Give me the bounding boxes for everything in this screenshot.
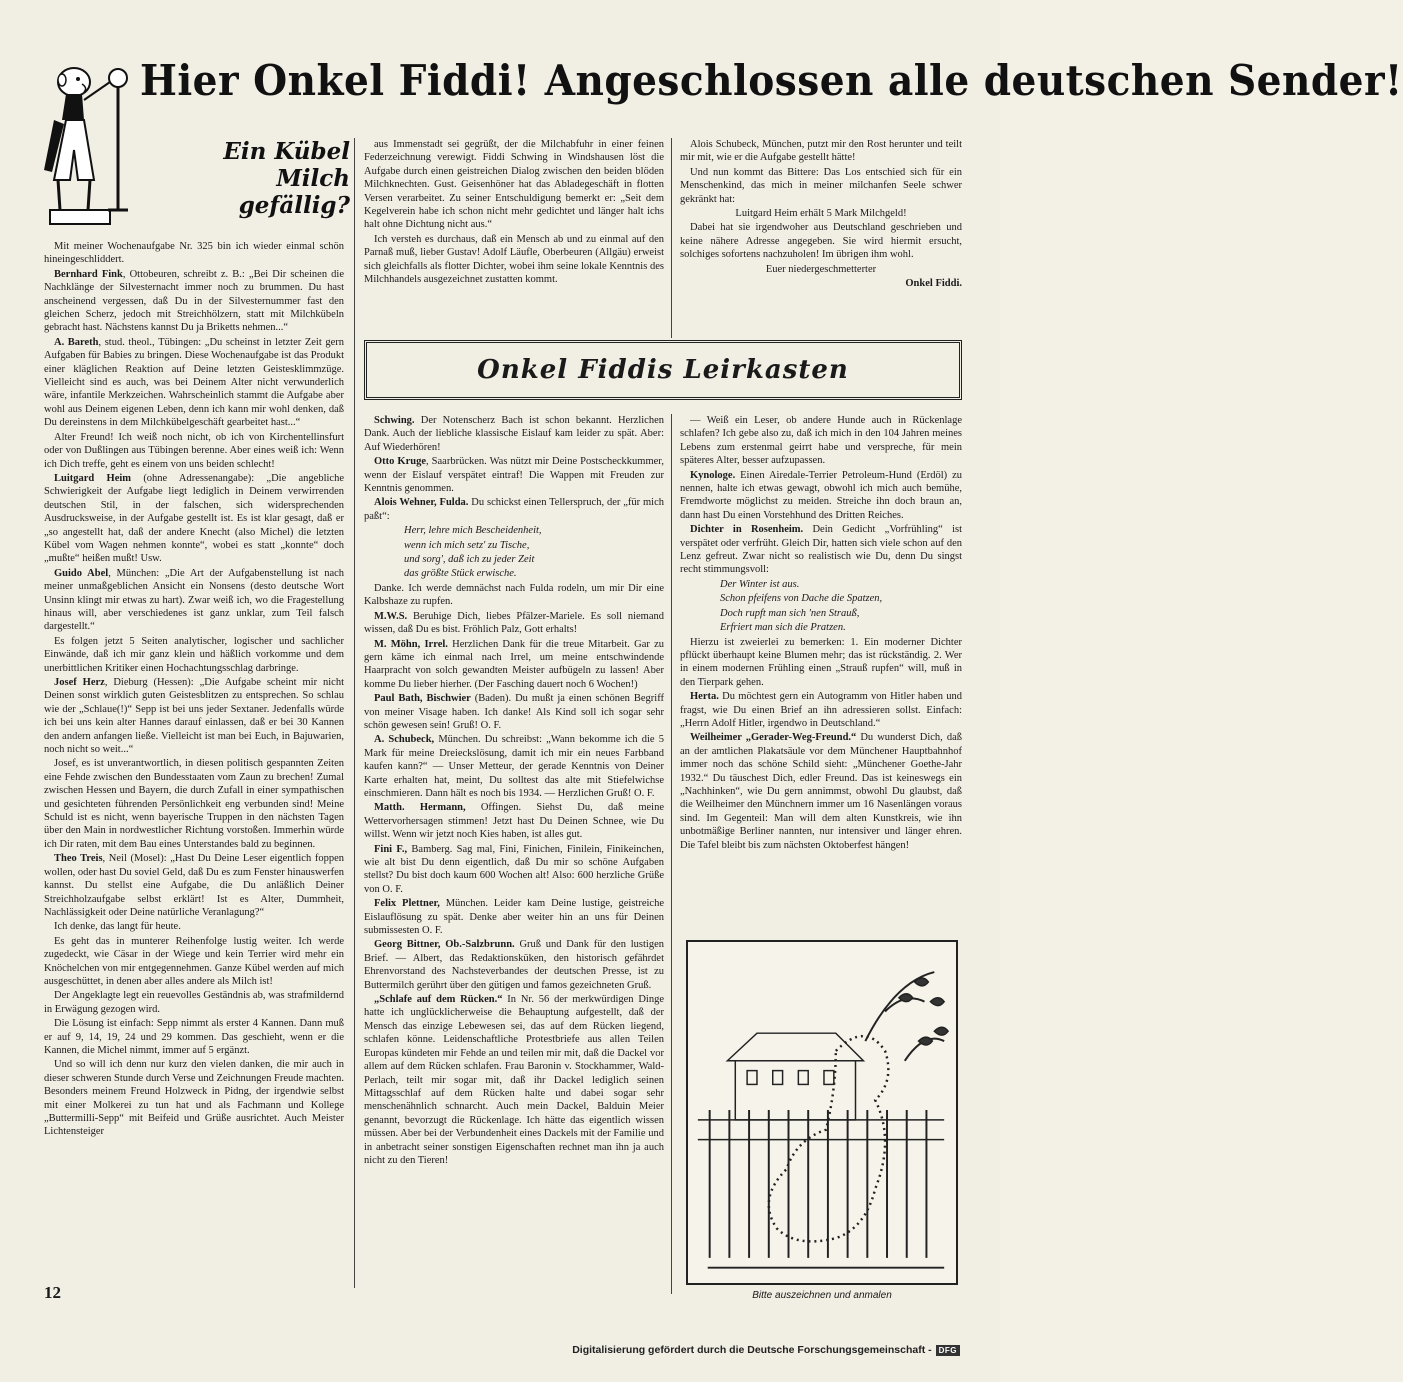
correspondent-name: Josef Herz [54, 677, 105, 688]
paragraph [44, 567, 344, 634]
signoff: Onkel Fiddi. [905, 278, 962, 290]
correspondent-name: Theo Treis [54, 853, 103, 865]
paragraph [44, 268, 344, 335]
paragraph-text: Und nun kommt das Bittere: Das Los entschied sich für ein Menschenkind, das mich in meiner milchanfen Seele schwer gekränkt hat: [680, 166, 962, 205]
paragraph [44, 676, 344, 756]
correspondent-name: Otto Kruge [374, 456, 427, 468]
paragraph [680, 731, 962, 852]
paragraph-text: Es folgen jetzt 5 Seiten analytischer, logischer und sachlicher Einwände, daß ich mir ganz klein und häßlich vorkomme und dem unerbittlichen Kritiker einen Hochachtungsschlag darbringe. [44, 635, 344, 674]
paragraph [680, 636, 962, 690]
correspondent-name: A. Schubeck, [374, 734, 435, 746]
correspondent-name: Alois Wehner, Fulda. [374, 497, 469, 509]
subhead-line: Ein Kübel [223, 138, 350, 165]
paragraph [44, 1058, 344, 1138]
correspondent-name: Georg Bittner, Ob.-Salzbrunn. [374, 939, 515, 951]
paragraph [364, 233, 664, 287]
centered-line: Luitgard Heim erhält 5 Mark Milchgeld! [735, 208, 907, 220]
verse-line: Doch rupft man sich 'nen Strauß, [720, 607, 860, 619]
paragraph-text: , Neil (Mosel): „Hast Du Deine Leser eigentlich foppen wollen, oder hast Du soviel Geld, daß Du es zum Fenster hinauswerfen kannst. Du stellst eine Aufgabe, die Du anläßlich Deiner Streichholzaufgabe selbst erklärt! Ist es Alter, Dummheit, Nachlässigkeit oder Deine natürliche Veranlagung?“ [44, 853, 344, 918]
paragraph [680, 523, 962, 577]
paragraph-text: Ich denke, das langt für heute. [54, 921, 181, 933]
paragraph [680, 221, 962, 261]
paragraph [44, 472, 344, 566]
column-divider [671, 414, 672, 1294]
paragraph-text: Danke. Ich werde demnächst nach Fulda rodeln, um mir Dir eine Kalbshaze zu rupfen. [364, 582, 664, 608]
text-column-1 [44, 240, 344, 1265]
paragraph [364, 138, 664, 232]
paragraph-text: aus Immenstadt sei gegrüßt, der die Milchabfuhr in einer feinen Federzeichnung verewigt. Fiddi Schwing in Windshausen löst die Aufgabe durch einen geistreichen Dialog zwischen den beiden blöden Milchknechten. Gust. Geisenhöner hat das Abladegeschäft in flotten Versen verarbeitet. Zu seiner Entschuldigung bemerkt er: „Seit dem Kegelverein habe ich schon nicht mehr gedichtet und länger halt ichs halt ohne Dichtung nicht aus.“ [364, 139, 664, 231]
paragraph [680, 166, 962, 206]
onkel-fiddi-microphone-figure [44, 60, 134, 230]
paragraph [364, 938, 664, 992]
correspondent-name: Bernhard Fink [54, 268, 123, 280]
paragraph-text: Bamberg. Sag mal, Fini, Finichen, Finilein, Finikeinchen, wie alt bist Du denn eigentlich, daß Du mir so schöne Aufgaben stellst? Du bist doch kaum 600 Wochen alt! Also: 600 herzliche Grüße von O. F. [364, 843, 664, 895]
paragraph [44, 935, 344, 989]
text-column-5 [680, 414, 962, 934]
correspondent-name: Kynologe. [690, 469, 736, 481]
paragraph [364, 496, 664, 523]
paragraph [44, 336, 344, 430]
correspondent-name: Guido Abel [54, 567, 109, 579]
paragraph-text: München. Du schreibst: „Wann bekomme ich die 5 Mark für meine Dreieckslösung, damit ich mir ein neues Farbband kaufen kann?“ — Unser Metteur, der gerade Kenntnis von Deiner Karte erhalten hat, meint, Du solltest das alte mit Stiefelwichse einschmieren. Dann hält es noch bis 1934. — Herzlichen Gruß! O. F. [364, 734, 664, 799]
paragraph-text: Gruß und Dank für den lustigen Brief. — Albert, das Redaktionsküken, den historisch gefährdet Ehrenvorstand des Nachsteverbandes der deutschen Presse, ist zu Buttermilch gerührt über den gütigen und famos gezeichneten Gruß. [364, 939, 664, 991]
paragraph-text: , Saarbrücken. Was nützt mir Deine Postscheckkummer, wenn der Eislauf verspätet eintraf! Die Wappen mit Freuden zur Kenntnis genommen. [364, 456, 664, 495]
paragraph-text: , Ottobeuren, schreibt z. B.: „Bei Dir scheinen die Nachklänge der Silvesternacht immer noch zu brummen. Du hast anscheinend vergessen, daß Du in der Silvesternummer fast den gleichen Scherz, jedoch mit Streichhölzern, statt mit Milchkübeln gebracht hast. Nächstens kannst Du ja Briketts nehmen...“ [44, 268, 345, 334]
paragraph-text: Dabei hat sie irgendwoher aus Deutschland geschrieben und keine nähere Adresse angegeben. Sie wird hiermit ersucht, solchiges sofortens nachzuholen! Im übrigen ihm wohl. [680, 222, 962, 261]
paragraph-text: , stud. theol., Tübingen: „Du scheinst in letzter Zeit gern Aufgaben für Babies zu bringen. Diese Wochenaufgabe ist das Produkt einer kläglichen Reaktion auf Deine letzten Geistesklimmzüge. Vielleicht sind es auch, was bei Deinem Alter nicht verwunderlich wäre, infantile Merkzeichen. Wahrscheinlich stammt die Aufgabe aber wohl aus Deinem eigenen Leben, denn ich kann mir wohl denken, daß Du dereinstens in dem Milchkübelgeschäft gearbeitet hast...“ [44, 336, 344, 429]
dfg-logo: DFG [936, 1345, 960, 1356]
paragraph [44, 431, 344, 471]
paragraph [364, 733, 664, 800]
footer-credit: Digitalisierung gefördert durch die Deutsche Forschungsgemeinschaft - [572, 1344, 932, 1356]
correspondent-name: Fini F., [374, 843, 408, 855]
verse-line: wenn ich mich setz' zu Tische, [404, 539, 530, 551]
paragraph-text: , München: „Die Art der Aufgabenstellung ist nach meiner unmaßgeblichen Ansicht ein Nonsens (desto deutsche Wort Unsinn klingt mir etwas zu hart). Zwar weiß ich, wo die Fragestellung hinaus will, aber verschiedenes ist ganz unklar, zum Teil falsch dargestellt.“ [44, 567, 345, 633]
paragraph-text: Alter Freund! Ich weiß noch nicht, ob ich von Kirchentellinsfurt oder von Dußlingen aus Tübingen berenne. Aber eines weiß ich: Wenn ich Dich treffe, geht es einem von uns beiden schlecht! [44, 431, 344, 470]
paragraph-text: Ich versteh es durchaus, daß ein Mensch ab und zu einmal auf den Parnaß muß, lieber Gustav! Adolf Läufle, Oberbeuren (Allgäu) erweist sich gleichfalls als flotter Dichter, wobei ihm seine lokale Kenntnis des Milchhandels ausgezeichnet zustatten kommt. [364, 233, 664, 286]
text-column-4 [364, 414, 664, 1314]
verse-line: Schon pfeifens von Dache die Spatzen, [720, 593, 883, 605]
paragraph-text: Dein Gedicht „Vorfrühling“ ist verspätet oder verfrüht. Gleich Dir, hatten sich viele schon auf den Lenz gefreut. Zwar nicht so realistisch wie Du, denn Du singst recht stimmungsvoll: [680, 524, 963, 576]
paragraph-text: Du wunderst Dich, daß an der amtlichen Plakatsäule vor dem Münchener Hauptbahnhof immer noch das schöne Schild sieht: „Münchener Goethe-Jahr 1932.“ Du täuschest Dich, edler Freund. Das ist keineswegs ein „Nachhinken“, wie Du gern annimmst, obwohl Du glaubst, daß die Weilheimer den Münchnern immer um 16 Nasenlängen voraus sind. Im Gegenteil: Man will dem alten Kunstkreis, wie ihn unbotmäßige Berliner nannten, nur intensiver und länger ehren. Die Tafel bleibt bis zum nächsten Oktoberfest hängen! [680, 732, 962, 851]
paragraph [364, 843, 664, 897]
paragraph-text: Der Angeklagte legt ein reuevolles Geständnis ab, was strafmildernd in Erwägung gezogen wird. [44, 990, 344, 1015]
paragraph-text: Mit meiner Wochenaufgabe Nr. 325 bin ich wieder einmal schön hineingeschliddert. [44, 241, 344, 266]
paragraph-text: München. Leider kam Deine lustige, geistreiche Eislauflösung zu spät. Denke aber weiter hin an uns für Deinen submissesten O. F. [364, 898, 664, 937]
correspondent-name: Weilheimer „Gerader-Weg-Freund.“ [690, 732, 857, 744]
verse-line: und sorg', daß ich zu jeder Zeit [404, 554, 535, 566]
paragraph [364, 897, 664, 937]
paragraph-text: In Nr. 56 der merkwürdigen Dinge hatte ich unglücklicherweise die Behauptung aufgestellt, daß der Mensch das einzige Lebewesen sei, das auf dem Rücken liegend, schlafen könne. Leidenschaftliche Protestbriefe aus allen Teilen Europas kündeten mir Fehde an und teilen mir mit, daß die Dackel vor allem auf dem Rücken schlafen. Frau Baronin v. Stockhammer, Wald-Perlach, teilt mir sogar mit, daß ihr Dackel lediglich seinen Mittagsschlaf auf dem Rücken halte und dabei sogar sehr menschenähnlich schnarcht. Auch mein Dackel, Balduin Meier genannt, bevorzugt die Rückenlage. Ich hätte das eigentlich wissen müssen. Aber bei der Verbundenheit eines Dackels mit der Familie und in anbetracht seiner sonstigen Eigenschaften rechnet man ihn ja auch nicht zu den Tieren! [364, 994, 665, 1166]
paragraph [364, 692, 664, 732]
paragraph-text: — Weiß ein Leser, ob andere Hunde auch in Rückenlage schlafen? Ich gebe also zu, daß ich mich in den 104 Jahren meines Lebens zum erstenmal geirrt habe und verspreche, für mein späteres Alter, besser aufzupassen. [680, 415, 962, 467]
paragraph-text: Einen Airedale-Terrier Petroleum-Hund (Erdöl) zu nennen, halte ich etwas gewagt, obwohl ich mich auch bemühe, Fremdworte möglichst zu meiden. Streiche ihn doch braun an, dann hast Du einen Vorstehhund des Dritten Reiches. [680, 469, 962, 521]
centered-line: Euer niedergeschmetterter [765, 263, 877, 275]
paragraph [364, 414, 664, 454]
paragraph-text: (Baden). Du mußt ja einen schönen Begriff von meiner Visage haben. Ich danke! Als Kind soll ich sogar sehr schön gewesen sein! Gruß! O. F. [364, 693, 664, 731]
paragraph-text: Josef, es ist unverantwortlich, in diesen politisch gespannten Zeiten eine Fehde zwischen den Bundesstaaten vom Zaun zu brechen! Zumal zwischen Hessen und Bayern, die durch Zufall in einer sympathischen und gesichteten führenden Persönlichkeit eng verbunden sind! Meine Schuld ist es nicht, wenn bayerische Truppen in den nächsten Tagen über den Main in nordwestlicher Richtung vorstoßen. Immerhin würde ich Dir raten, mit dem Bau eines Unterstandes bald zu beginnen. [44, 758, 344, 850]
paragraph-text: Es geht das in munterer Reihenfolge lustig weiter. Ich werde zugedeckt, wie Cäsar in der Wiege und kein Terrier wird mehr ein Knöchelchen von mir entgegennehmen. Ganze Kübel werden auf mich ausgeschüttet, in denen aber alles andere als Milch ist! [44, 935, 344, 987]
correspondent-name: Felix Plettner, [374, 898, 440, 910]
paragraph [364, 993, 664, 1167]
paragraph [44, 635, 344, 675]
text-column-3 [680, 138, 962, 348]
paragraph-text: Der Notenscherz Bach ist schon bekannt. Herzlichen Dank. Auch der liebliche klassische Eislauf kam leider zu spät. Aber: Auf Wiederhören! [364, 415, 664, 453]
page-number: 12 [44, 1283, 61, 1302]
verse-line: Der Winter ist aus. [720, 578, 800, 590]
paragraph-text: Die Lösung ist einfach: Sepp nimmt als erster 4 Kannen. Dann muß er auf 9, 14, 19, 24 und 29 kommen. Das geschieht, wenn er die Kannen, die Michel nimmt, immer auf 5 ergänzt. [44, 1018, 344, 1056]
paragraph [364, 582, 664, 609]
paragraph-text: Beruhige Dich, liebes Pfälzer-Mariele. Es soll niemand wissen, daß Du es bist. Fröhlich Palz, Gott erhalts! [364, 610, 664, 636]
paragraph-text: , Dieburg (Hessen): „Die Aufgabe scheint mir nicht Deinen sonst wirklich guten Geistesblitzen zu entsprechen. So schlau wie der „Schlaue(!)“ Sepp ist bei uns jeder Sextaner. Jedenfalls würde ich bei uns kein alter Hannes darauf einlassen, daß er bei 30 Kannen den andern anfangen ließe. Vielleicht ist man bei Euch, in Bajuwarien, noch nicht so weit...“ [44, 677, 344, 756]
paragraph [44, 757, 344, 851]
paragraph-text: (ohne Adressenangabe): „Die angebliche Schwierigkeit der Aufgabe liegt lediglich in Deinem verwirrenden deutschen Stil, in der falschen, sich widersprechenden Ausdrucksweise, in der Aufgabe gestellt ist. Es ist klar gesagt, daß er „so angestellt hat, daß der andere Knecht (also Michel) die letzten Kübel vom Wagen nehmen konnte“, wobei es statt „konnte“ doch „mußte“ heißen mußt! Usw. [44, 472, 344, 565]
paragraph [680, 414, 962, 468]
correspondent-name: Herta. [690, 691, 719, 703]
digitization-footer [572, 1344, 960, 1356]
paragraph [44, 240, 344, 267]
paragraph [680, 690, 962, 730]
subhead-line: Milch [276, 165, 350, 192]
section-title-frame [364, 340, 962, 400]
page-headline: Hier Onkel Fiddi! Angeschlossen alle deutschen Sender! [140, 56, 1403, 105]
illustration-caption: Bitte auszeichnen und anmalen [752, 1290, 892, 1301]
paragraph [364, 638, 664, 692]
paragraph [364, 610, 664, 637]
column-divider [671, 138, 672, 338]
paragraph-text: Du schickst einen Tellerspruch, der „für mich paßt“: [364, 497, 664, 522]
verse-line: das größte Stück erwische. [404, 568, 517, 580]
subhead-line: gefällig? [238, 192, 350, 219]
paragraph [680, 138, 962, 165]
correspondent-name: M.W.S. [374, 610, 408, 622]
paragraph [680, 469, 962, 523]
correspondent-name: Matth. Hermann, [374, 802, 466, 814]
paragraph [44, 1017, 344, 1057]
paragraph-text: Herzlichen Dank für die treue Mitarbeit. Gar zu gern käme ich einmal nach Irrel, um meine entschwindende Haarpracht von solch gewandten Meister aufbügeln zu lassen! Aber komme Du lieber hierher. (Der Fasching dauert noch 6 Wochen!) [364, 638, 665, 690]
paragraph-text: Du möchtest gern ein Autogramm von Hitler haben und fragst, wie Du einen Brief an ihn adressieren sollst. Einfach: „Herrn Adolf Hitler, irgendwo in Deutschland.“ [680, 691, 962, 729]
correspondent-name: Dichter in Rosenheim. [690, 524, 804, 536]
dog-fence-illustration [686, 940, 958, 1285]
paragraph-text: Hierzu ist zweierlei zu bemerken: 1. Ein moderner Dichter pflückt überhaupt keine Blumen mehr; das ist rückständig. 2. Wer in einem modernen Frühling einen „Strauß rupfen“ will, muß in den Tierpark gehen. [680, 636, 962, 688]
verse-line: Erfriert man sich die Pratzen. [720, 622, 846, 634]
correspondent-name: A. Bareth [54, 336, 99, 348]
paragraph [44, 920, 344, 933]
paragraph [364, 801, 664, 841]
text-column-2 [364, 138, 664, 323]
correspondent-name: M. Möhn, Irrel. [374, 638, 448, 650]
paragraph-text: Alois Schubeck, München, putzt mir den Rost herunter und teilt mir mit, wie er die Aufgabe gestellt hätte! [680, 139, 962, 164]
correspondent-name: Paul Bath, Bischwier [374, 693, 471, 705]
verse-line: Herr, lehre mich Bescheidenheit, [404, 525, 542, 537]
column-subheading [170, 138, 350, 219]
paragraph-text: Offingen. Siehst Du, daß meine Wettervorhersagen stimmen! Jetzt hast Du Deinen Schnee, wie Du willst. Wenn wir jetzt noch Kies haben, ist alles gut. [364, 802, 664, 841]
paragraph-text: Und so will ich denn nur kurz den vielen danken, die mir auch in dieser schweren Stunde durch Verse und Zeichnungen Freude machten. Besonders meinem Freund Holzweck in Pidng, der irgendwie selbst mit einer Molkerei zu tun hat und als Fachmann und Kollege „Buttermilli-Sepp“ mit Beifeid und Grüße ausrichtet. Auch Meister Lichtensteiger [44, 1059, 344, 1138]
paragraph [44, 852, 344, 919]
section-title: Onkel Fiddis Leirkasten [477, 355, 849, 385]
correspondent-name: „Schlafe auf dem Rücken.“ [374, 994, 503, 1006]
paragraph [364, 455, 664, 495]
correspondent-name: Schwing. [374, 415, 415, 426]
correspondent-name: Luitgard Heim [54, 472, 132, 484]
column-divider [354, 138, 355, 1288]
paragraph [44, 989, 344, 1016]
